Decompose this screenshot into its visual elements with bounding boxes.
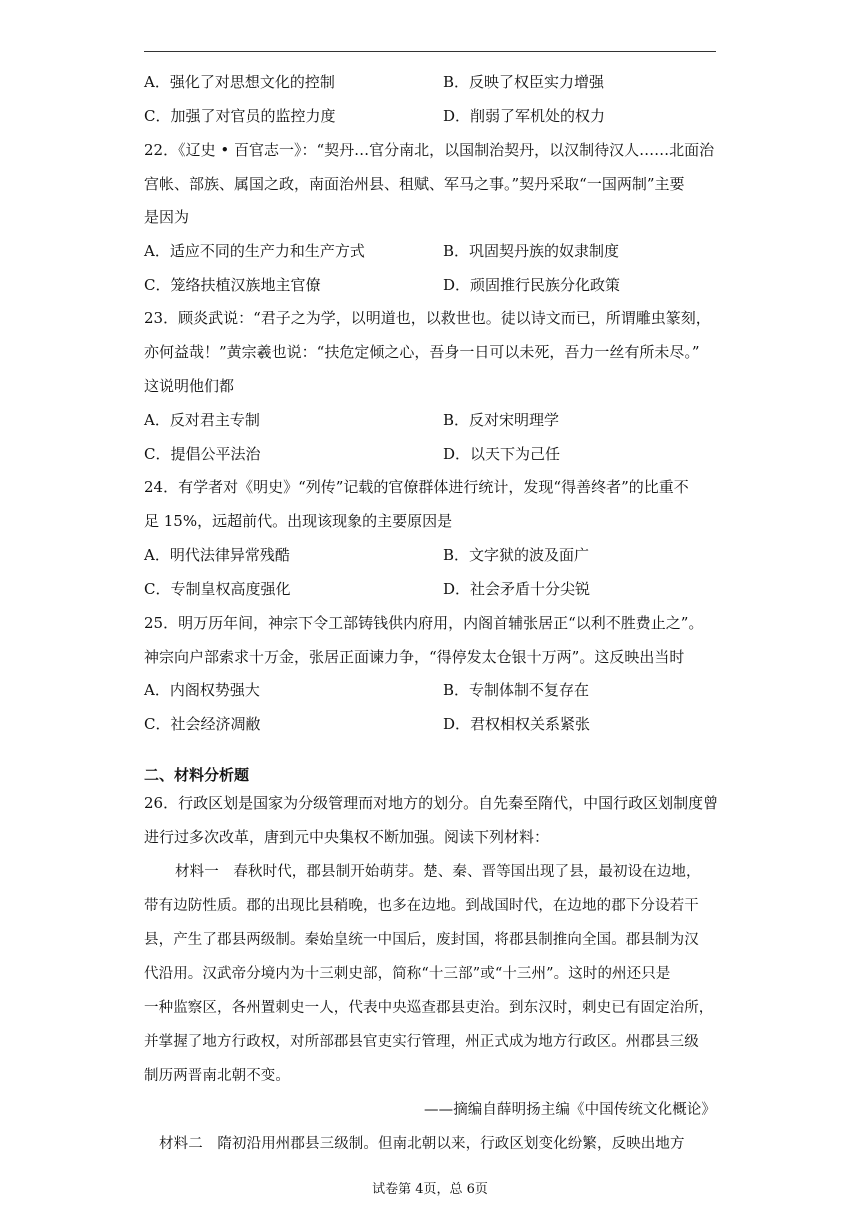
q25-stem-line2: 神宗向户部索求十万金，张居正面谏力争，“得停发太仓银十万两”。这反映出当时 bbox=[144, 648, 685, 666]
q21-option-c: C．加强了对官员的监控力度 bbox=[144, 107, 336, 125]
q25-option-b: B．专制体制不复存在 bbox=[443, 681, 590, 699]
q21-option-a: A．强化了对思想文化的控制 bbox=[144, 73, 335, 91]
q24-option-a: A．明代法律异常残酷 bbox=[144, 546, 290, 564]
q24-stem-line2: 足 15%，远超前代。出现该现象的主要原因是 bbox=[144, 512, 453, 530]
q23-stem-line2: 亦何益哉！”黄宗羲也说：“扶危定倾之心，吾身一日可以未死，吾力一丝有所未尽。” bbox=[144, 343, 700, 361]
q25-option-d: D．君权相权关系紧张 bbox=[443, 715, 591, 733]
material1-line1: 材料一 春秋时代，郡县制开始萌芽。楚、秦、晋等国出现了县，最初设在边地， bbox=[175, 864, 701, 880]
q23-option-a: A．反对君主专制 bbox=[144, 411, 260, 429]
q24-option-d: D．社会矛盾十分尖锐 bbox=[443, 580, 591, 598]
header-rule bbox=[144, 51, 716, 52]
q23-stem-line1: 23．顾炎武说：“君子之为学，以明道也，以救世也。徒以诗文而已，所谓雕虫篆刻， bbox=[144, 309, 711, 327]
q22-option-d: D．顽固推行民族分化政策 bbox=[443, 276, 621, 294]
q24-option-c: C．专制皇权高度强化 bbox=[144, 580, 291, 598]
q24-stem-line1: 24．有学者对《明史》“列传”记载的官僚群体进行统计，发现“得善终者”的比重不 bbox=[144, 478, 689, 496]
q25-stem-line1: 25．明万历年间，神宗下令工部铸钱供内府用，内阁首辅张居正“以利不胜费止之”。 bbox=[144, 614, 704, 632]
material1-line6: 并掌握了地方行政权，对所部郡县官吏实行管理，州正式成为地方行政区。州郡县三级 bbox=[144, 1034, 699, 1050]
q22-option-b: B．巩固契丹族的奴隶制度 bbox=[443, 242, 620, 260]
q26-stem-line2: 进行过多次改革，唐到元中央集权不断加强。阅读下列材料： bbox=[144, 828, 550, 846]
material1-line3: 县，产生了郡县两级制。秦始皇统一中国后，废封国，将郡县制推向全国。郡县制为汉 bbox=[144, 932, 699, 948]
q23-stem-line3: 这说明他们都 bbox=[144, 377, 235, 395]
material2-line1: 材料二 隋初沿用州郡县三级制。但南北朝以来，行政区划变化纷繁，反映出地方 bbox=[159, 1136, 685, 1152]
q22-option-c: C．笼络扶植汉族地主官僚 bbox=[144, 276, 321, 294]
material1-line4: 代沿用。汉武帝分境内为十三刺史部，简称“十三部”或“十三州”。这时的州还只是 bbox=[144, 966, 671, 982]
q22-stem-line2: 宫帐、部族、属国之政，南面治州县、租赋、军马之事。”契丹采取“一国两制”主要 bbox=[144, 175, 685, 193]
q22-option-a: A．适应不同的生产力和生产方式 bbox=[144, 242, 365, 260]
material1-line7: 制历两晋南北朝不变。 bbox=[144, 1068, 290, 1084]
material1-line2: 带有边防性质。郡的出现比县稍晚，也多在边地。到战国时代，在边地的郡下分设若干 bbox=[144, 898, 699, 914]
page-footer: 试卷第 4页，总 6页 bbox=[372, 1182, 488, 1197]
q23-option-d: D．以天下为己任 bbox=[443, 445, 561, 463]
q25-option-a: A．内阁权势强大 bbox=[144, 681, 260, 699]
q22-stem-line1: 22．《辽史 • 百官志一》：“契丹…官分南北，以国制治契丹，以汉制待汉人……北面治 bbox=[144, 141, 715, 159]
material1-line5: 一种监察区，各州置刺史一人，代表中央巡查郡县吏治。到东汉时，刺史已有固定治所， bbox=[144, 1000, 714, 1016]
q23-option-b: B．反对宋明理学 bbox=[443, 411, 560, 429]
q26-stem-line1: 26．行政区划是国家为分级管理而对地方的划分。自先秦至隋代，中国行政区划制度曾 bbox=[144, 794, 719, 812]
material1-source: ——摘编自薛明扬主编《中国传统文化概论》 bbox=[424, 1102, 716, 1118]
q25-option-c: C．社会经济凋敝 bbox=[144, 715, 261, 733]
q21-option-b: B．反映了权臣实力增强 bbox=[443, 73, 605, 91]
section-heading: 二、材料分析题 bbox=[144, 766, 250, 784]
q21-option-d: D．削弱了军机处的权力 bbox=[443, 107, 606, 125]
q22-stem-line3: 是因为 bbox=[144, 208, 190, 226]
q23-option-c: C．提倡公平法治 bbox=[144, 445, 261, 463]
q24-option-b: B．文字狱的波及面广 bbox=[443, 546, 590, 564]
